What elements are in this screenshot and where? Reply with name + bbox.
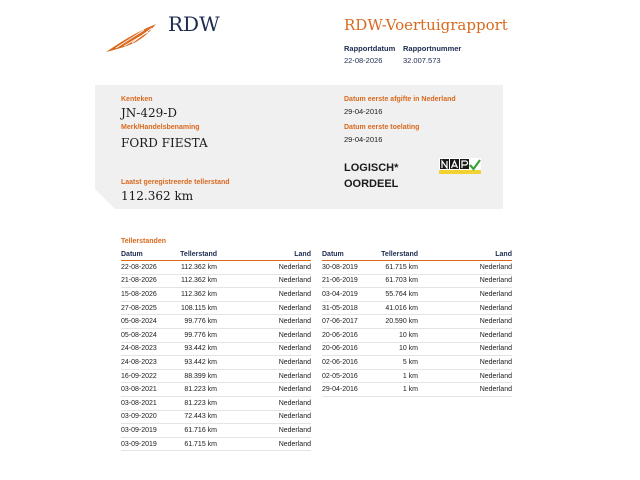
cell-land: Nederland xyxy=(217,383,311,397)
report-date-value: 22-08-2026 xyxy=(344,56,383,65)
cell-date: 29-04-2016 xyxy=(322,383,378,397)
cell-km: 72.443 km xyxy=(177,410,217,424)
verdict-line-2: OORDEEL xyxy=(344,178,399,190)
cell-km: 10 km xyxy=(378,328,418,342)
cell-date: 24-08-2023 xyxy=(121,356,177,370)
cell-date: 05-08-2024 xyxy=(121,315,177,329)
table-row xyxy=(121,410,311,424)
cell-date: 03-09-2019 xyxy=(121,437,177,451)
cell-date: 21-06-2019 xyxy=(322,274,378,288)
odometer-section-title: Tellerstanden xyxy=(121,238,166,245)
cell-date: 24-08-2023 xyxy=(121,342,177,356)
cell-km: 55.764 km xyxy=(378,288,418,302)
cell-date: 03-04-2019 xyxy=(322,288,378,302)
make-label: Merk/Handelsbenaming xyxy=(121,124,200,131)
table-header-row xyxy=(121,249,311,261)
cell-land: Nederland xyxy=(217,315,311,329)
cell-land: Nederland xyxy=(418,342,512,356)
table-row xyxy=(322,288,512,302)
cell-date: 03-08-2021 xyxy=(121,396,177,410)
cell-land: Nederland xyxy=(418,288,512,302)
report-date-label: Rapportdatum xyxy=(344,44,396,53)
first-admission-label: Datum eerste toelating xyxy=(344,124,420,131)
table-row xyxy=(121,342,311,356)
table-row xyxy=(121,315,311,329)
cell-km: 41.016 km xyxy=(378,301,418,315)
col-header-date: Datum xyxy=(322,249,378,261)
cell-date: 27-08-2025 xyxy=(121,301,177,315)
cell-land: Nederland xyxy=(217,261,311,275)
rdw-logo-icon xyxy=(104,22,160,54)
cell-km: 112.362 km xyxy=(177,261,217,275)
table-row xyxy=(121,369,311,383)
cell-land: Nederland xyxy=(217,369,311,383)
cell-date: 20-06-2016 xyxy=(322,328,378,342)
col-header-date: Datum xyxy=(121,249,177,261)
cell-km: 1 km xyxy=(378,369,418,383)
cell-date: 07-06-2017 xyxy=(322,315,378,329)
first-nl-value: 29-04-2016 xyxy=(344,107,383,116)
report-number-label: Rapportnummer xyxy=(403,44,462,53)
cell-land: Nederland xyxy=(217,288,311,302)
cell-km: 61.715 km xyxy=(378,261,418,275)
table-row xyxy=(121,437,311,451)
cell-land: Nederland xyxy=(217,301,311,315)
cell-km: 108.115 km xyxy=(177,301,217,315)
table-row xyxy=(322,342,512,356)
cell-date: 20-06-2016 xyxy=(322,342,378,356)
report-title: RDW-Voertuigrapport xyxy=(344,16,508,34)
table-row xyxy=(121,356,311,370)
cell-land: Nederland xyxy=(217,328,311,342)
cell-km: 5 km xyxy=(378,356,418,370)
cell-km: 1 km xyxy=(378,383,418,397)
cell-km: 61.715 km xyxy=(177,437,217,451)
cell-date: 03-09-2020 xyxy=(121,410,177,424)
col-header-km: Tellerstand xyxy=(177,249,217,261)
brand-name: RDW xyxy=(168,12,220,36)
cell-km: 112.362 km xyxy=(177,288,217,302)
col-header-land: Land xyxy=(217,249,311,261)
plate-label: Kenteken xyxy=(121,96,153,103)
cell-land: Nederland xyxy=(217,274,311,288)
first-nl-label: Datum eerste afgifte in Nederland xyxy=(344,96,456,103)
panel-corner-cut xyxy=(95,189,115,209)
table-row xyxy=(121,424,311,438)
table-header-row xyxy=(322,249,512,261)
table-row xyxy=(121,301,311,315)
cell-km: 99.776 km xyxy=(177,315,217,329)
cell-date: 30-08-2019 xyxy=(322,261,378,275)
table-row xyxy=(322,301,512,315)
cell-date: 02-06-2016 xyxy=(322,356,378,370)
cell-land: Nederland xyxy=(418,315,512,329)
table-row xyxy=(121,261,311,275)
plate-value: JN-429-D xyxy=(121,106,177,120)
cell-date: 16-09-2022 xyxy=(121,369,177,383)
cell-land: Nederland xyxy=(217,410,311,424)
cell-date: 05-08-2024 xyxy=(121,328,177,342)
table-row xyxy=(322,328,512,342)
cell-land: Nederland xyxy=(217,424,311,438)
report-number-value: 32.007.573 xyxy=(403,56,441,65)
cell-km: 20.590 km xyxy=(378,315,418,329)
cell-km: 93.442 km xyxy=(177,356,217,370)
table-row xyxy=(121,328,311,342)
cell-date: 22-08-2026 xyxy=(121,261,177,275)
cell-km: 61.716 km xyxy=(177,424,217,438)
cell-land: Nederland xyxy=(418,369,512,383)
cell-land: Nederland xyxy=(418,301,512,315)
col-header-km: Tellerstand xyxy=(378,249,418,261)
cell-km: 88.399 km xyxy=(177,369,217,383)
cell-km: 81.223 km xyxy=(177,396,217,410)
cell-date: 21-08-2026 xyxy=(121,274,177,288)
cell-land: Nederland xyxy=(217,437,311,451)
first-admission-value: 29-04-2016 xyxy=(344,135,383,144)
cell-land: Nederland xyxy=(217,342,311,356)
cell-land: Nederland xyxy=(217,356,311,370)
cell-date: 03-09-2019 xyxy=(121,424,177,438)
cell-land: Nederland xyxy=(418,274,512,288)
cell-km: 93.442 km xyxy=(177,342,217,356)
odometer-value: 112.362 km xyxy=(121,189,194,203)
table-row xyxy=(121,288,311,302)
cell-km: 81.223 km xyxy=(177,383,217,397)
cell-land: Nederland xyxy=(418,261,512,275)
table-row xyxy=(322,369,512,383)
table-row xyxy=(322,356,512,370)
cell-land: Nederland xyxy=(418,383,512,397)
cell-km: 61.703 km xyxy=(378,274,418,288)
cell-land: Nederland xyxy=(418,328,512,342)
table-row xyxy=(121,383,311,397)
make-value: FORD FIESTA xyxy=(121,136,208,150)
cell-km: 99.776 km xyxy=(177,328,217,342)
table-row xyxy=(322,383,512,397)
cell-land: Nederland xyxy=(418,356,512,370)
odometer-table-right xyxy=(322,249,512,397)
cell-land: Nederland xyxy=(217,396,311,410)
cell-date: 15-08-2026 xyxy=(121,288,177,302)
nap-logo-icon xyxy=(439,158,481,174)
table-row xyxy=(322,261,512,275)
col-header-land: Land xyxy=(418,249,512,261)
cell-date: 31-05-2018 xyxy=(322,301,378,315)
table-row xyxy=(322,315,512,329)
cell-date: 03-08-2021 xyxy=(121,383,177,397)
table-row xyxy=(121,396,311,410)
cell-km: 10 km xyxy=(378,342,418,356)
cell-km: 112.362 km xyxy=(177,274,217,288)
odometer-label: Laatst geregistreerde tellerstand xyxy=(121,179,230,186)
verdict-line-1: LOGISCH* xyxy=(344,162,399,174)
table-row xyxy=(121,274,311,288)
cell-date: 02-05-2016 xyxy=(322,369,378,383)
odometer-table-left xyxy=(121,249,311,451)
table-row xyxy=(322,274,512,288)
